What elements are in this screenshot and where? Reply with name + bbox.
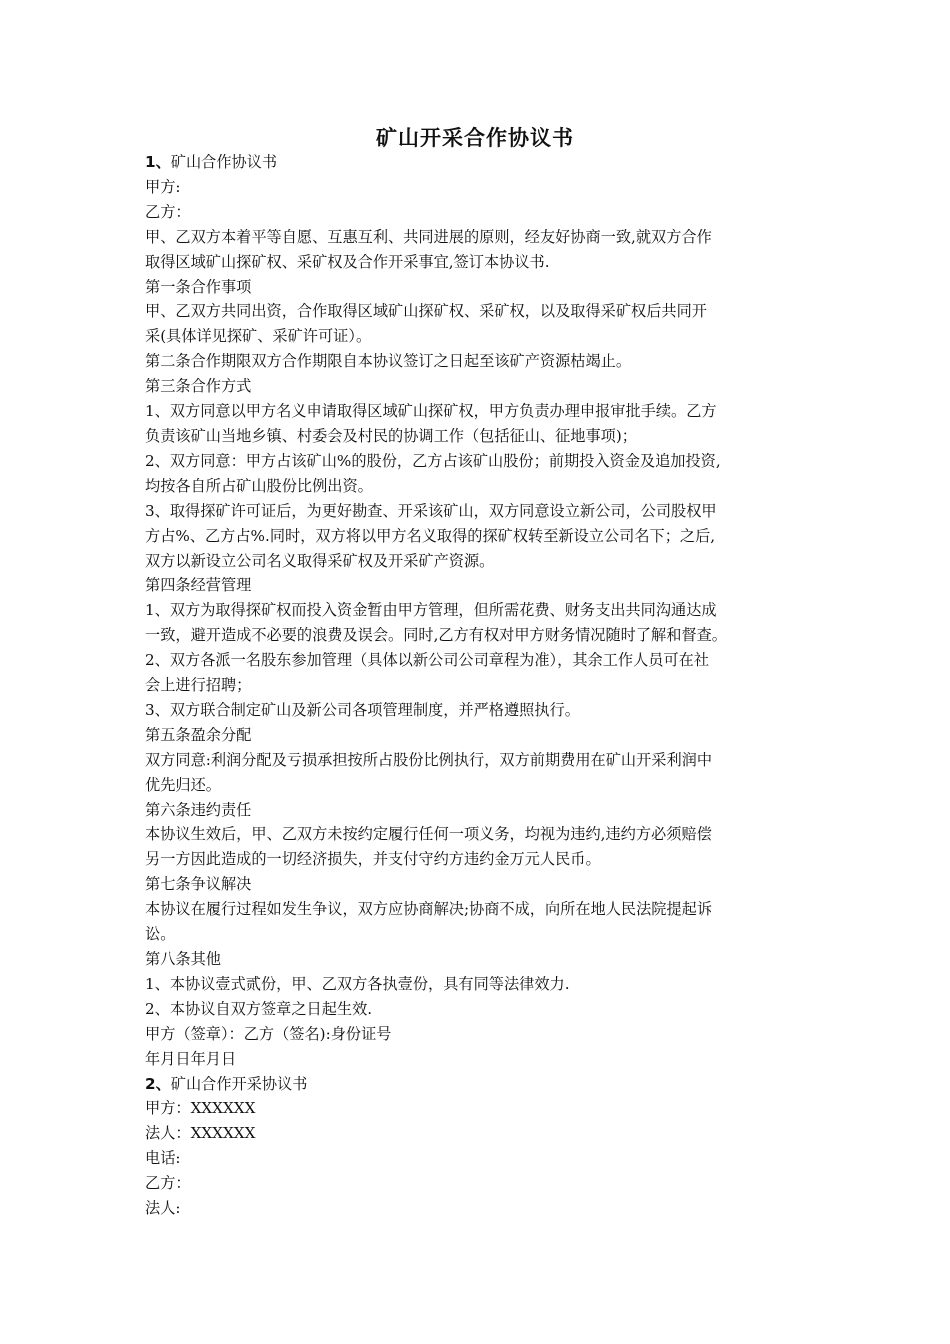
text-line: 3、双方联合制定矿山及新公司各项管理制度，并严格遵照执行。 (145, 700, 580, 719)
text-line: 双方以新设立公司名义取得采矿权及开采矿产资源。 (145, 551, 495, 570)
text-line: 1、双方同意以甲方名义申请取得区域矿山探矿权，甲方负责办理申报审批手续。乙方 (145, 402, 717, 421)
text-line: 另一方因此造成的一切经济损失，并支付守约方违约金万元人民币。 (145, 850, 601, 869)
text-line: 讼。 (145, 925, 176, 944)
article-heading: 第二条合作期限双方合作期限自本协议签订之日起至该矿产资源枯竭止。 (145, 352, 631, 371)
section-number: 2、 (145, 1074, 171, 1093)
text-line: 本协议生效后，甲、乙双方未按约定履行任何一项义务，均视为违约,违约方必须赔偿 (145, 825, 712, 844)
legal-rep-line: 法人：XXXXXX (145, 1124, 256, 1143)
document-title: 矿山开采合作协议书 (376, 126, 574, 150)
party-b-line: 乙方： (145, 1174, 191, 1193)
section-title: 矿山合作开采协议书 (170, 1074, 308, 1093)
text-line: 均按各自所占矿山股份比例出资。 (145, 476, 373, 495)
text-line: 优先归还。 (145, 775, 221, 794)
article-heading: 第一条合作事项 (145, 277, 252, 296)
text-line: 本协议在履行过程如发生争议，双方应协商解决;协商不成，向所在地人民法院提起诉 (145, 900, 713, 919)
text-line: 负责该矿山当地乡镇、村委会及村民的协调工作（包括征山、征地事项)； (145, 426, 637, 445)
text-line: 3、取得探矿许可证后，为更好勘查、开采该矿山，双方同意设立新公司，公司股权甲 (145, 501, 717, 520)
legal-rep-line: 法人: (145, 1199, 181, 1218)
text-line: 会上进行招聘； (145, 676, 252, 695)
text-line: 甲、乙双方本着平等自愿、互惠互利、共同进展的原则，经友好协商一致,就双方合作 (145, 227, 712, 246)
party-a-line: 甲方：XXXXXX (145, 1099, 256, 1118)
text-line: 一致，避开造成不必要的浪费及误会。同时,乙方有权对甲方财务情况随时了解和督查。 (145, 626, 727, 645)
text-line: 方占%、乙方占%.同时，双方将以甲方名义取得的探矿权转至新设立公司名下；之后, (145, 526, 716, 545)
section-title: 矿山合作协议书 (170, 153, 278, 171)
text-line: 1、本协议壹式贰份，甲、乙双方各执壹份，具有同等法律效力. (145, 974, 570, 993)
article-heading: 第七条争议解决 (145, 875, 252, 894)
text-line: 甲方: (145, 177, 181, 196)
section-heading-1 (145, 150, 815, 175)
article-heading: 第三条合作方式 (145, 377, 252, 396)
text-line: 甲、乙双方共同出资，合作取得区域矿山探矿权、采矿权，以及取得采矿权后共同开 (145, 302, 707, 321)
text-line: 2、双方各派一名股东参加管理（具体以新公司公司章程为准），其余工作人员可在社 (145, 651, 710, 670)
text-line: 双方同意:利润分配及亏损承担按所占股份比例执行，双方前期费用在矿山开采利润中 (145, 750, 713, 769)
article-heading: 第八条其他 (145, 950, 221, 968)
text-line: 2、双方同意：甲方占该矿山%的股份，乙方占该矿山股份；前期投入资金及追加投资, (145, 451, 721, 470)
article-heading: 第五条盈余分配 (145, 725, 252, 744)
section-number: 1、 (145, 153, 171, 171)
text-line: 乙方： (145, 202, 191, 221)
article-heading: 第六条违约责任 (145, 800, 252, 819)
phone-line: 电话: (145, 1149, 181, 1168)
document-body (145, 150, 815, 1221)
text-line: 2、本协议自双方签章之日起生效. (145, 999, 373, 1018)
signature-line: 甲方（签章）：乙方（签名):身份证号 (145, 1024, 392, 1043)
text-line: 取得区域矿山探矿权、采矿权及合作开采事宜,签订本协议书. (145, 252, 550, 271)
text-line: 采(具体详见探矿、采矿许可证）。 (145, 327, 372, 346)
date-line: 年月日年月日 (145, 1049, 237, 1068)
text-line: 1、双方为取得探矿权而投入资金暂由甲方管理，但所需花费、财务支出共同沟通达成 (145, 601, 717, 620)
section-heading-2 (145, 1072, 815, 1097)
article-heading: 第四条经营管理 (145, 576, 252, 595)
